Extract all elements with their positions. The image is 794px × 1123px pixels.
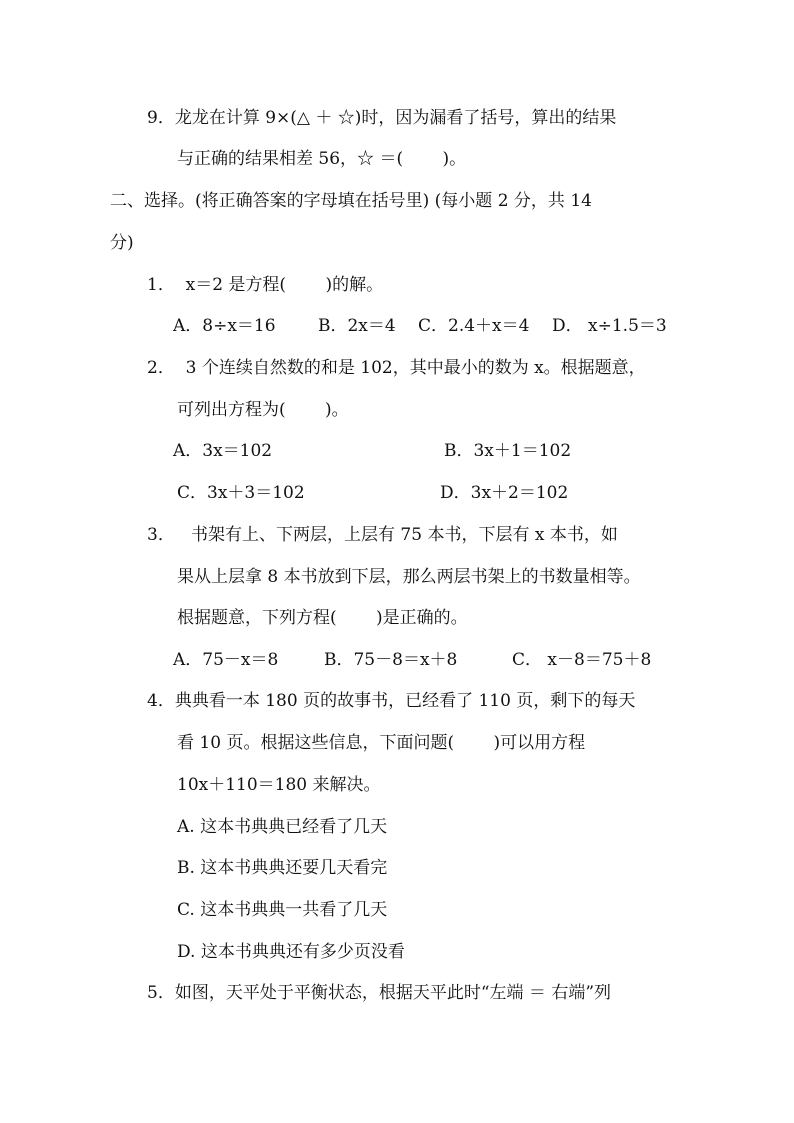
q2-option-a: A．3x＝102 bbox=[173, 441, 273, 461]
q1-option-a: A．8÷x＝16 bbox=[173, 316, 276, 336]
q2-option-c: C．3x＋3＝102 bbox=[177, 483, 305, 503]
q2-option-d: D．3x＋2＝102 bbox=[440, 483, 569, 503]
q4-line-2: 看 10 页。根据这些信息，下面问题( )可以用方程 bbox=[177, 733, 586, 753]
q4-option-d: D. 这本书典典还有多少页没看 bbox=[177, 942, 405, 962]
q3-line-1: 3． 书架有上、下两层，上层有 75 本书，下层有 x 本书，如 bbox=[147, 525, 618, 545]
q2-line-1: 2． 3 个连续自然数的和是 102，其中最小的数为 x。根据题意， bbox=[147, 358, 646, 378]
q1-stem: 1． x＝2 是方程( )的解。 bbox=[147, 275, 384, 295]
q4-option-c: C. 这本书典典一共看了几天 bbox=[177, 900, 388, 920]
q4-option-b: B. 这本书典典还要几天看完 bbox=[177, 858, 388, 878]
q4-option-a: A. 这本书典典已经看了几天 bbox=[177, 817, 388, 837]
q4-line-1: 4．典典看一本 180 页的故事书，已经看了 110 页，剩下的每天 bbox=[147, 691, 636, 711]
q9-line-2: 与正确的结果相差 56，☆ ＝( )。 bbox=[177, 149, 467, 169]
q3-option-a: A．75－x＝8 bbox=[173, 650, 279, 670]
q3-option-b: B．75－8＝x＋8 bbox=[324, 650, 458, 670]
q1-option-c: C．2.4＋x＝4 bbox=[418, 316, 530, 336]
q2-option-b: B．3x＋1＝102 bbox=[444, 441, 572, 461]
q2-line-2: 可列出方程为( )。 bbox=[177, 400, 349, 420]
q1-option-d: D． x÷1.5＝3 bbox=[552, 316, 667, 336]
section-heading-line-2: 分) bbox=[110, 233, 134, 253]
q3-line-2: 果从上层拿 8 本书放到下层，那么两层书架上的书数量相等。 bbox=[177, 567, 641, 587]
q1-option-b: B．2x＝4 bbox=[318, 316, 396, 336]
q4-line-3: 10x＋110＝180 来解决。 bbox=[177, 775, 381, 795]
q3-option-c: C． x－8＝75＋8 bbox=[512, 650, 652, 670]
q3-line-3: 根据题意，下列方程( )是正确的。 bbox=[177, 608, 468, 628]
section-heading-line-1: 二、选择。(将正确答案的字母填在括号里) (每小题 2 分，共 14 bbox=[110, 191, 592, 211]
q5-line-1: 5．如图，天平处于平衡状态，根据天平此时“左端 ＝ 右端”列 bbox=[147, 983, 612, 1003]
q9-line-1: 9．龙龙在计算 9×(△ ＋ ☆)时，因为漏看了括号，算出的结果 bbox=[147, 108, 617, 128]
